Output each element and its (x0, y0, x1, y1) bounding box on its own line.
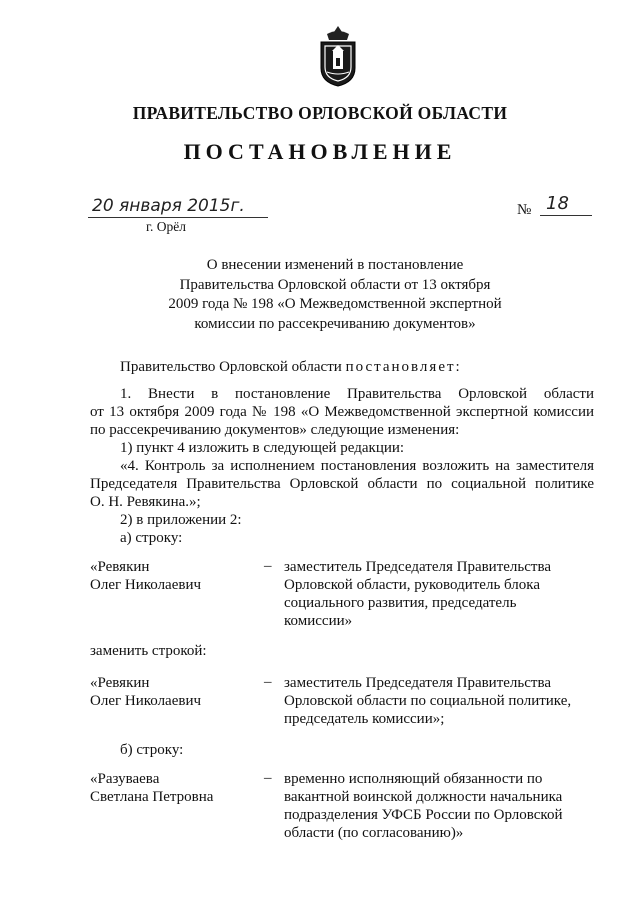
entry-dash: – (264, 558, 272, 574)
document-type-title: ПОСТАНОВЛЕНИЕ (183, 139, 457, 164)
point-4-line: Председателя Правительства Орловской области по социальной политике (90, 476, 594, 492)
entry-desc-line: заместитель Председателя Правительства (284, 675, 552, 691)
entry-surname: «Ревякин (90, 559, 150, 575)
subject-line: О внесении изменений в постановление (206, 257, 464, 273)
entry-desc-line: подразделения УФСБ России по Орловской (284, 807, 563, 823)
entry-desc-line: временно исполняющий обязанности по (284, 771, 543, 787)
number-handwritten: 18 (546, 193, 569, 214)
point-4-line: «4. Контроль за исполнением постановления возложить на заместителя (120, 458, 594, 474)
sub-item-2: 2) в приложении 2: (120, 512, 242, 528)
entry-desc-line: Орловской области, руководитель блока (284, 577, 541, 593)
entry-desc-line: социального развития, председатель (284, 595, 517, 611)
subject-line: Правительства Орловской области от 13 октября (179, 276, 491, 293)
number-underline (540, 215, 592, 216)
entry-desc-line: комиссии» (284, 613, 353, 629)
subject-line: 2009 года № 198 «О Межведомственной экспертной (168, 296, 502, 312)
entry-given-name: Светлана Петровна (90, 789, 214, 805)
entry-name (90, 674, 201, 710)
sub-item-b: б) строку: (120, 742, 184, 758)
point-4-line: О. Н. Ревякина.»; (90, 494, 201, 510)
city-label: г. Орёл (146, 219, 186, 234)
coat-of-arms-icon (315, 24, 361, 88)
entry-desc-line: заместитель Председателя Правительства (284, 559, 552, 575)
entry-dash: – (264, 770, 272, 786)
sub-item-1: 1) пункт 4 изложить в следующей редакции: (120, 440, 405, 456)
entry-name (90, 558, 201, 594)
entry-desc-line: председатель комиссии»; (284, 711, 445, 727)
item-1-line: 1. Внести в постановление Правительства Орловской области (120, 386, 594, 402)
item-1-line: от 13 октября 2009 года № 198 «О Межведомственной экспертной комиссии (90, 404, 594, 420)
government-title: ПРАВИТЕЛЬСТВО ОРЛОВСКОЙ ОБЛАСТИ (132, 103, 508, 123)
item-1 (90, 385, 594, 547)
sub-item-a: а) строку: (120, 530, 183, 546)
date-underline (88, 217, 268, 218)
entry-given-name: Олег Николаевич (90, 693, 202, 709)
document-subject (150, 256, 520, 334)
preamble-text: Правительство Орловской области (120, 359, 342, 375)
entry-dash: – (264, 674, 272, 690)
entry-given-name: Олег Николаевич (90, 577, 202, 593)
entry-surname: «Ревякин (90, 675, 150, 691)
preamble-verb: постановляет: (345, 359, 462, 375)
entry-surname: «Разуваева (90, 771, 160, 787)
entry-name (90, 770, 213, 806)
entry-description (284, 558, 584, 630)
entry-desc-line: вакантной воинской должности начальника (284, 789, 563, 805)
entry-desc-line: области (по согласованию)» (284, 825, 464, 841)
replace-with-label: заменить строкой: (90, 643, 207, 659)
date-handwritten: 20 января 2015г. (92, 196, 245, 216)
entry-desc-line: Орловской области по социальной политике, (284, 693, 572, 709)
preamble (120, 358, 462, 376)
number-label: № (517, 202, 532, 218)
subject-line: комиссии по рассекречиванию документов» (194, 315, 476, 332)
entry-description (284, 674, 584, 728)
item-1-line: по рассекречиванию документов» следующие изменения: (90, 422, 460, 438)
entry-description (284, 770, 584, 842)
